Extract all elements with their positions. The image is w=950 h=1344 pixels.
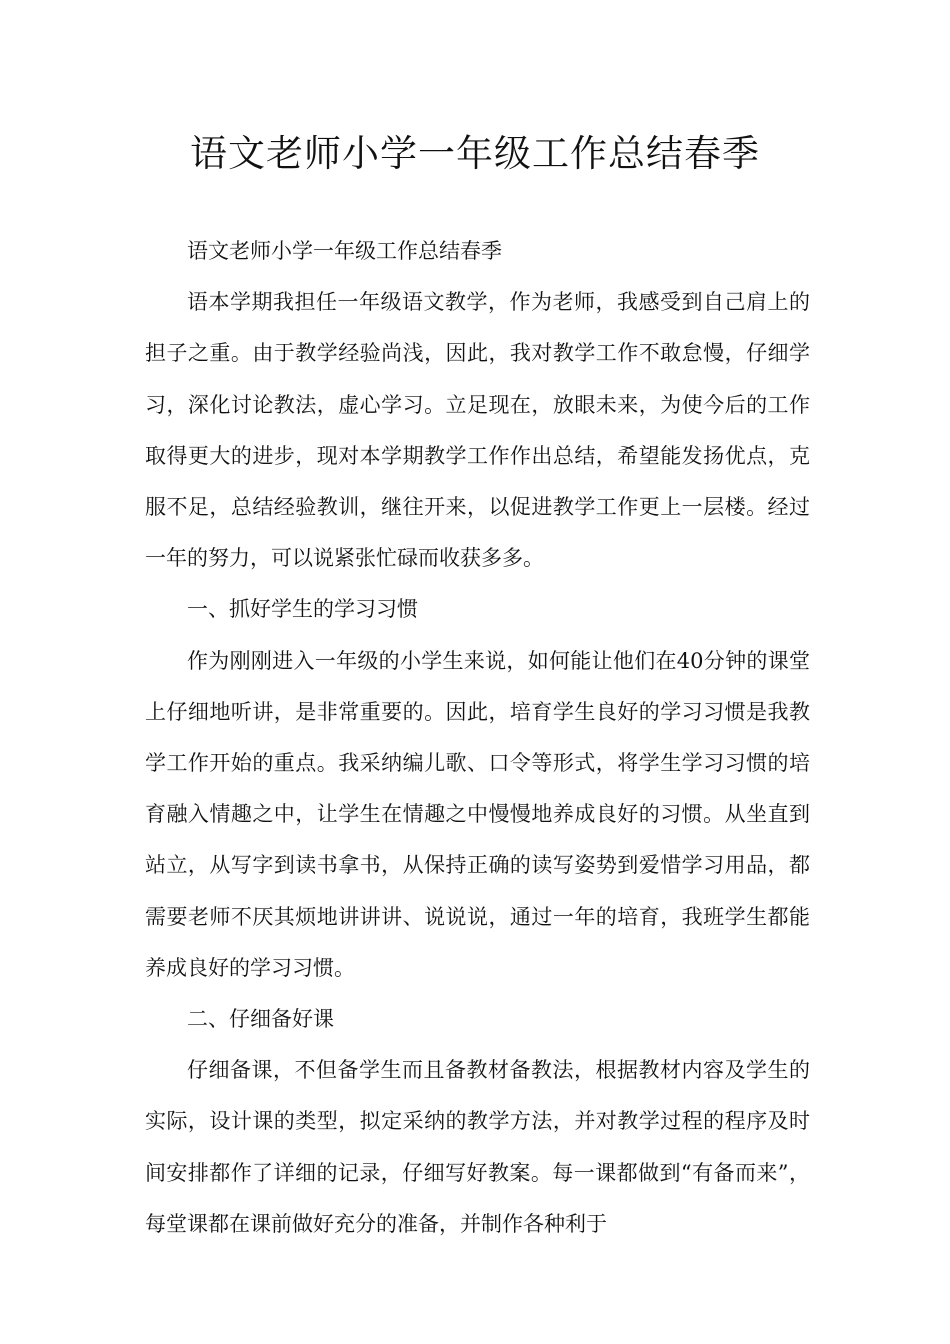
intro-paragraph: 语本学期我担任一年级语文教学，作为老师，我感受到自己肩上的担子之重。由于教学经验尚浅，因此，我对教学工作不敢怠慢，仔细学习，深化讨论教法，虚心学习。立足现在，放眼未来，为使今后的工作取得更大的进步，现对本学期教学工作作出总结，希望能发扬优点，克服不足，总结经验教训，继往开来，以促进教学工作更上一层楼。经过一年的努力，可以说紧张忙碌而收获多多。 xyxy=(145,290,810,571)
section-1-paragraph: 作为刚刚进入一年级的小学生来说，如何能让他们在40分钟的课堂上仔细地听讲，是非常重要的。因此，培育学生良好的学习习惯是我教学工作开始的重点。我采纳编儿歌、口令等形式，将学生学习习惯的培育融入情趣之中，让学生在情趣之中慢慢地养成良好的习惯。从坐直到站立，从写字到读书拿书，从保持正确的读写姿势到爱惜学习用品，都需要老师不厌其烦地讲讲讲、说说说，通过一年的培育，我班学生都能养成良好的学习习惯。 xyxy=(145,648,810,980)
section-2-paragraph: 仔细备课，不但备学生而且备教材备教法，根据教材内容及学生的实际，设计课的类型，拟定采纳的教学方法，并对教学过程的程序及时间安排都作了详细的记录，仔细写好教案。每一课都做到“有备而来”，每堂课都在课前做好充分的准备，并制作各种利于 xyxy=(145,1058,810,1236)
document-title: 语文老师小学一年级工作总结春季 xyxy=(190,132,760,175)
subtitle-paragraph: 语文老师小学一年级工作总结春季 xyxy=(187,239,502,263)
section-heading-2: 二、仔细备好课 xyxy=(187,1007,334,1032)
document-body xyxy=(145,226,810,1250)
section-heading-1: 一、抓好学生的学习习惯 xyxy=(187,597,418,622)
